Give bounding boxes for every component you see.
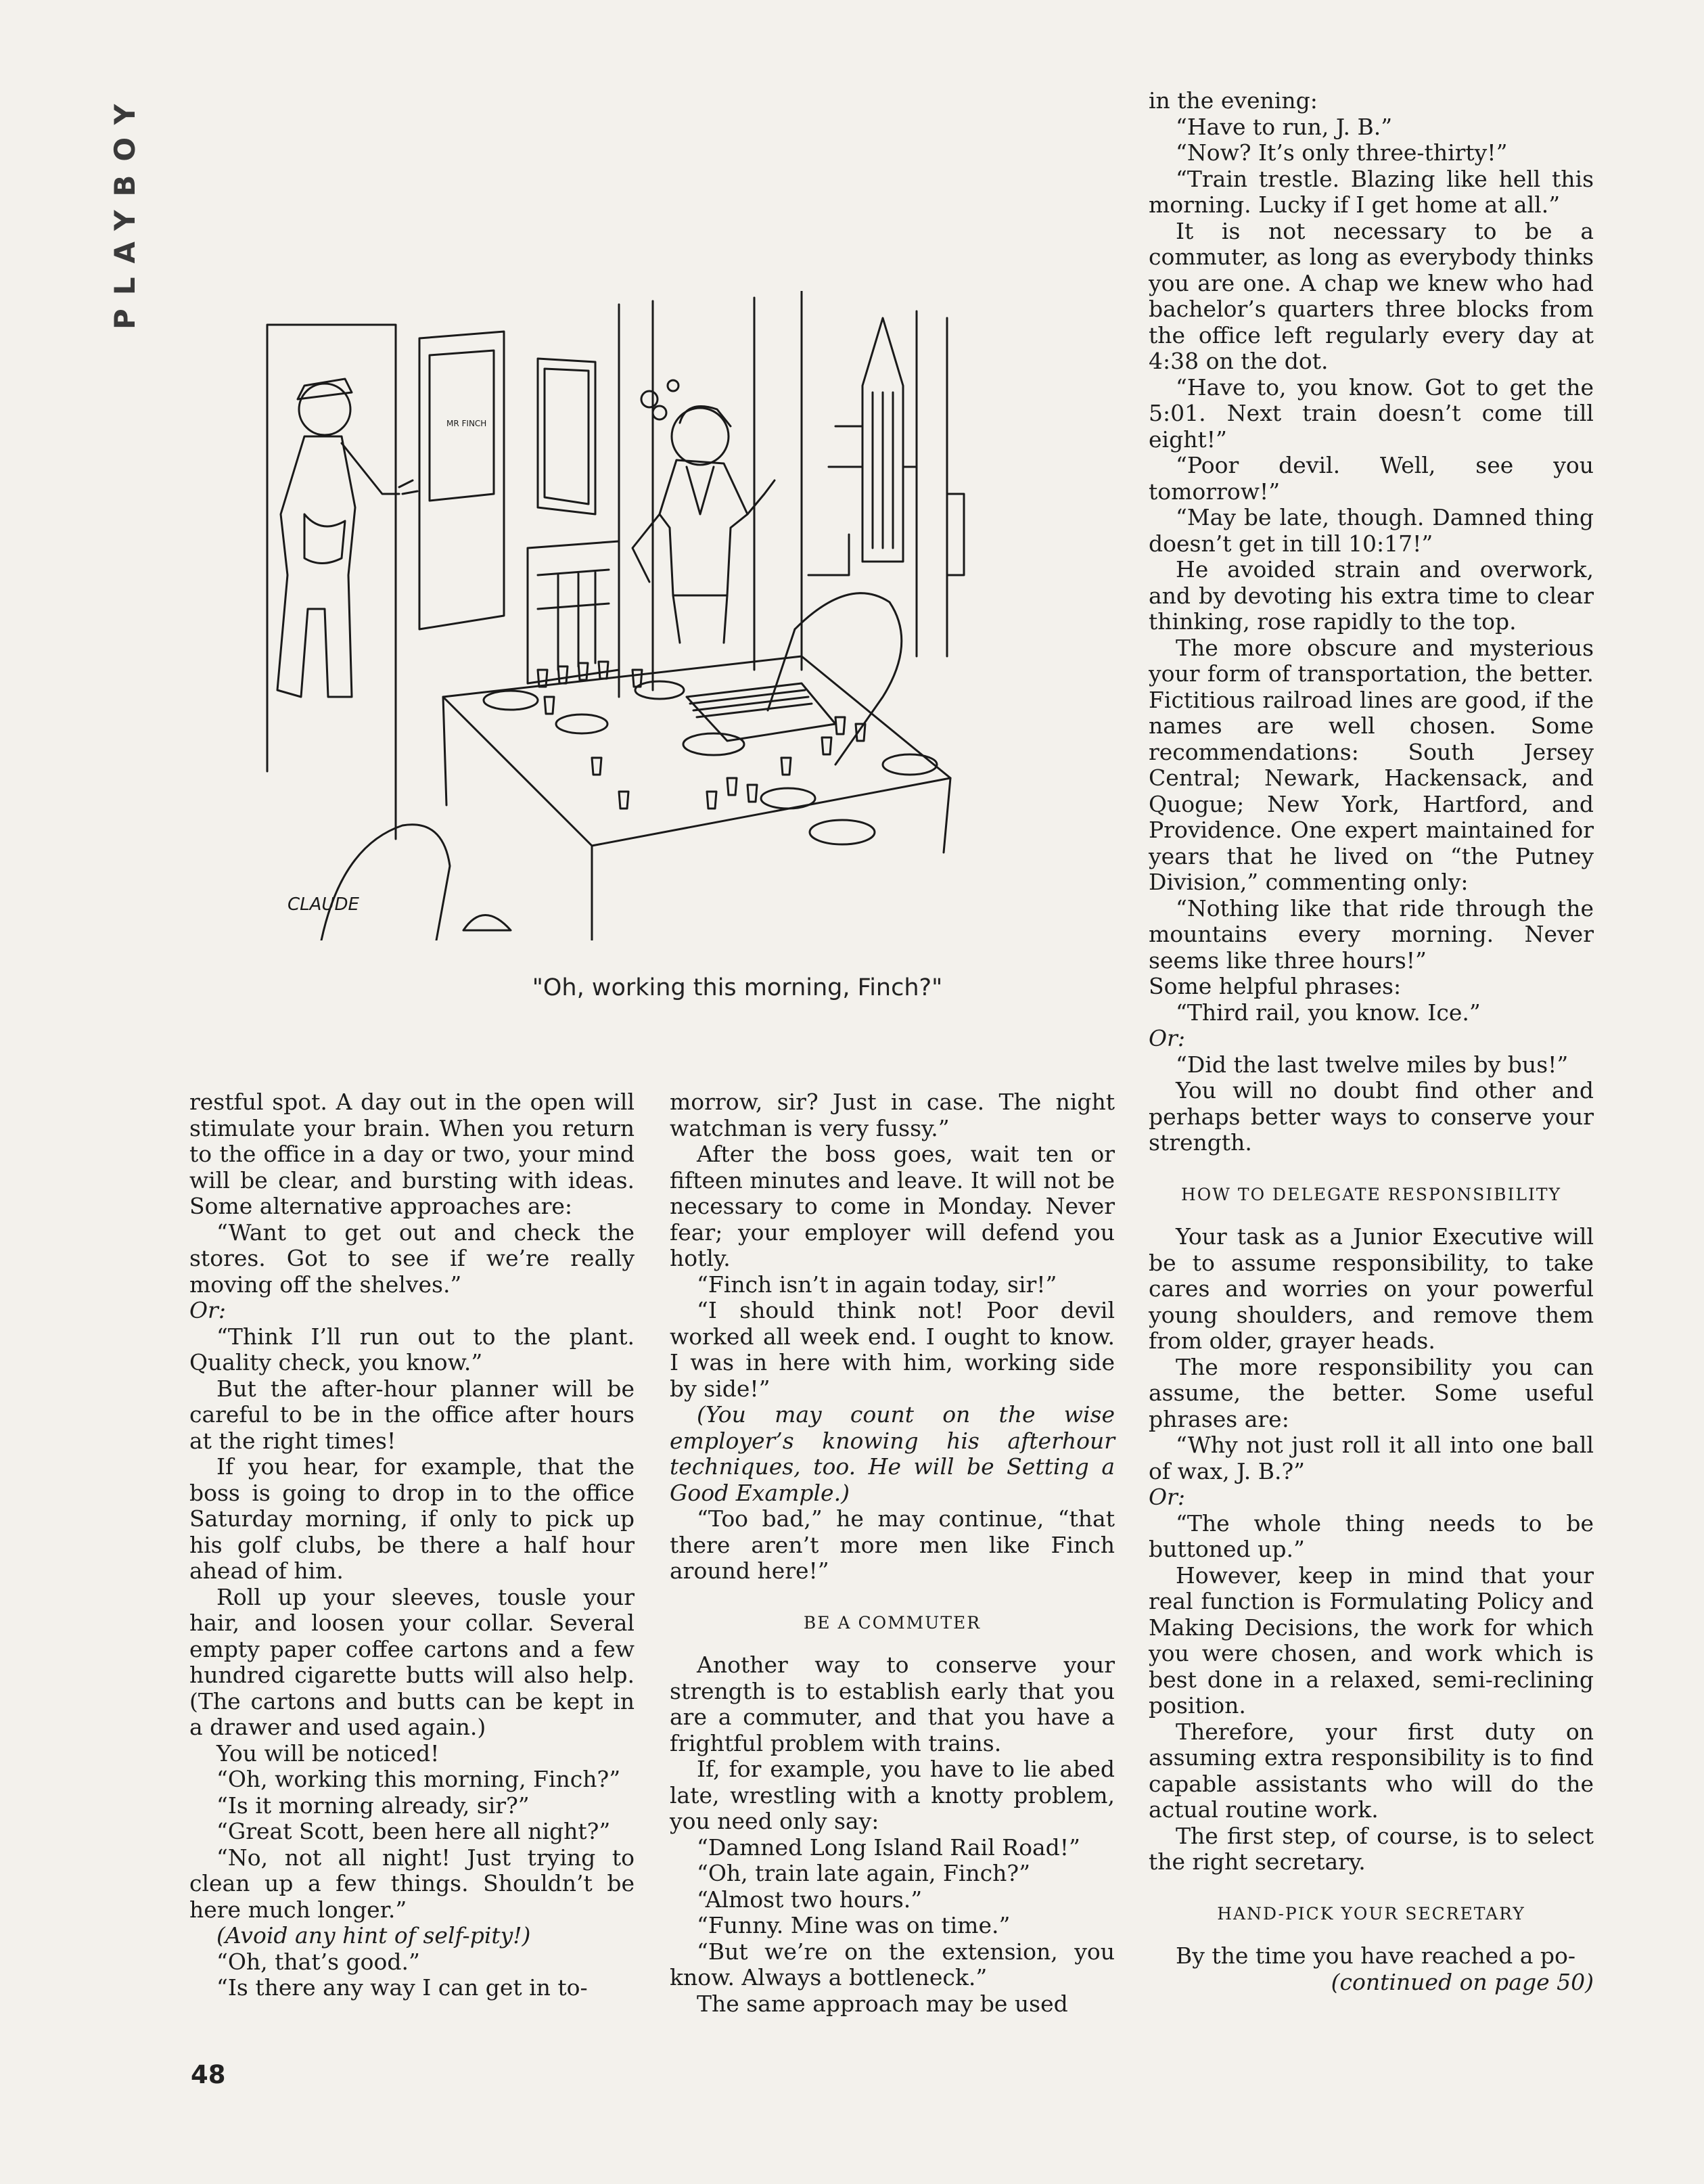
continuation-note: (continued on page 50) (1331, 1968, 1594, 1995)
paragraph: Or: (189, 1297, 226, 1323)
paragraph: “Did the last twelve miles by bus!” (1176, 1051, 1569, 1078)
paragraph: Therefore, your first duty on assuming extra responsibility is to find capable assistants who will do the actual routine work. (1149, 1718, 1594, 1823)
paragraph: The more obscure and mysterious your form of transportation, the better. Fictitious railroad lines are good, if the names are well chosen. Some recommendations: South Jersey Central; Newark, Hackensack, and Quogue; New York, Hartford, and Providence. One expert maintained for years that he lived on “the Putney Division,” commenting only: (1149, 634, 1594, 895)
paragraph: (You may count on the wise employer’s knowing his afterhour techniques, too. He will be Setting a Good Example.) (670, 1401, 1115, 1506)
paragraph: (Avoid any hint of self-pity!) (216, 1922, 531, 1949)
paragraph: If, for example, you have to lie abed late, wrestling with a knotty problem, you need only say: (670, 1756, 1115, 1834)
paragraph: You will be noticed! (216, 1739, 440, 1767)
page-number: 48 (191, 2060, 226, 2089)
paragraph: “Now? It’s only three-thirty!” (1176, 139, 1508, 166)
paragraph: Or: (1149, 1025, 1185, 1051)
paragraph: If you hear, for example, that the boss is going to drop in to the office Saturday morning, if only to pick up his golf clubs, be there a half hour ahead of him. (189, 1453, 635, 1584)
paragraph: “Oh, train late again, Finch?” (697, 1860, 1030, 1886)
cartoon-caption: "Oh, working this morning, Finch?" (532, 974, 943, 1001)
paragraph: “Is it morning already, sir?” (216, 1792, 530, 1819)
paragraph: After the boss goes, wait ten or fifteen minutes and leave. It will not be necessary to come in Monday. Never fear; your employer will defend you hotly. (670, 1141, 1115, 1271)
paragraph: However, keep in mind that your real function is Formulating Policy and Making Decisions, the work for which you were chosen, and work which is best done in a relaxed, semi-reclining position. (1149, 1562, 1594, 1719)
cartoonist-signature: CLAUDE (287, 894, 359, 915)
section-heading: BE A COMMUTER (803, 1612, 982, 1633)
paragraph: “Oh, working this morning, Finch?” (216, 1766, 621, 1792)
paragraph: “Why not just roll it all into one ball of wax, J. B.?” (1149, 1432, 1594, 1484)
section-heading: HAND-PICK YOUR SECRETARY (1217, 1903, 1525, 1924)
paragraph: “Funny. Mine was on time.” (697, 1912, 1011, 1938)
section-heading: HOW TO DELEGATE RESPONSIBILITY (1180, 1184, 1562, 1204)
paragraph: Your task as a Junior Executive will be to assume responsibility, to take cares and worries on your powerful young shoulders, and remove them from older, grayer heads. (1149, 1223, 1594, 1354)
door-sign: MR FINCH (446, 419, 487, 428)
article-column-2 (670, 1089, 1115, 2017)
paragraph: restful spot. A day out in the open will stimulate your brain. When you return to the office in a day or two, your mind will be clear, and bursting with ideas. Some alternative approaches are: (189, 1089, 635, 1219)
paragraph: “I should think not! Poor devil worked all week end. I ought to know. I was in here with him, working side by side!” (670, 1297, 1115, 1402)
article-column-1 (189, 1089, 635, 2001)
paragraph: The more responsibility you can assume, the better. Some useful phrases are: (1149, 1353, 1594, 1432)
paragraph: “Think I’ll run out to the plant. Quality check, you know.” (189, 1323, 635, 1375)
paragraph: “Oh, that’s good.” (216, 1948, 420, 1975)
paragraph: “Have to, you know. Got to get the 5:01. Next train doesn’t come till eight!” (1149, 373, 1594, 453)
paragraph: “Want to get out and check the stores. Got to see if we’re really moving off the shelves.” (189, 1219, 635, 1298)
paragraph: “Have to run, J. B.” (1176, 113, 1393, 140)
paragraph: “Train trestle. Blazing like hell this morning. Lucky if I get home at all.” (1149, 165, 1594, 218)
paragraph: You will no doubt find other and perhaps better ways to conserve your strength. (1149, 1077, 1594, 1156)
paragraph: “Poor devil. Well, see you tomorrow!” (1149, 452, 1594, 505)
paragraph: But the after-hour planner will be careful to be in the office after hours at the right times! (189, 1375, 635, 1454)
paragraph: “Is there any way I can get in to- (216, 1974, 588, 2001)
paragraph: “Almost two hours.” (697, 1886, 923, 1913)
paragraph: It is not necessary to be a commuter, as long as everybody thinks you are one. A chap we knew who had bachelor’s quarters three blocks from the office left regularly every day at 4:38 on the dot. (1149, 217, 1594, 374)
paragraph: in the evening: (1149, 87, 1318, 114)
paragraph: The same approach may be used (697, 1990, 1068, 2017)
paragraph: Roll up your sleeves, tousle your hair, and loosen your collar. Several empty paper coffee cartons and a few hundred cigarette butts will also help. (The cartons and butts can be kept in a drawer and used again.) (189, 1583, 635, 1740)
paragraph: By the time you have reached a po- (1176, 1942, 1576, 1969)
paragraph: Some helpful phrases: (1149, 973, 1402, 999)
paragraph: “Finch isn’t in again today, sir!” (697, 1271, 1057, 1298)
magazine-masthead: PLAYBOY (108, 90, 142, 329)
paragraph: Or: (1149, 1484, 1185, 1510)
paragraph: “Too bad,” he may continue, “that there aren’t more men like Finch around here!” (670, 1505, 1115, 1584)
paragraph: “Nothing like that ride through the mountains every morning. Never seems like three hours!” (1149, 894, 1594, 974)
paragraph: “Damned Long Island Rail Road!” (697, 1834, 1080, 1861)
article-column-3 (1149, 88, 1594, 1995)
paragraph: “No, not all night! Just trying to clean up a few things. Shouldn’t be here much longer.” (189, 1844, 635, 1923)
paragraph: “The whole thing needs to be buttoned up.” (1149, 1509, 1594, 1562)
paragraph: “Great Scott, been here all night?” (216, 1818, 611, 1844)
paragraph: Another way to conserve your strength is to establish early that you are a commuter, and that you have a frightful problem with trains. (670, 1652, 1115, 1756)
paragraph: “But we’re on the extension, you know. Always a bottleneck.” (670, 1938, 1115, 1990)
paragraph: “Third rail, you know. Ice.” (1176, 999, 1481, 1026)
paragraph: “May be late, though. Damned thing doesn’t get in till 10:17!” (1149, 504, 1594, 557)
paragraph: The first step, of course, is to select the right secretary. (1149, 1822, 1594, 1875)
cartoon-illustration (240, 291, 1079, 940)
paragraph: He avoided strain and overwork, and by devoting his extra time to clear thinking, rose rapidly to the top. (1149, 556, 1594, 635)
paragraph: morrow, sir? Just in case. The night watchman is very fussy.” (670, 1089, 1115, 1141)
